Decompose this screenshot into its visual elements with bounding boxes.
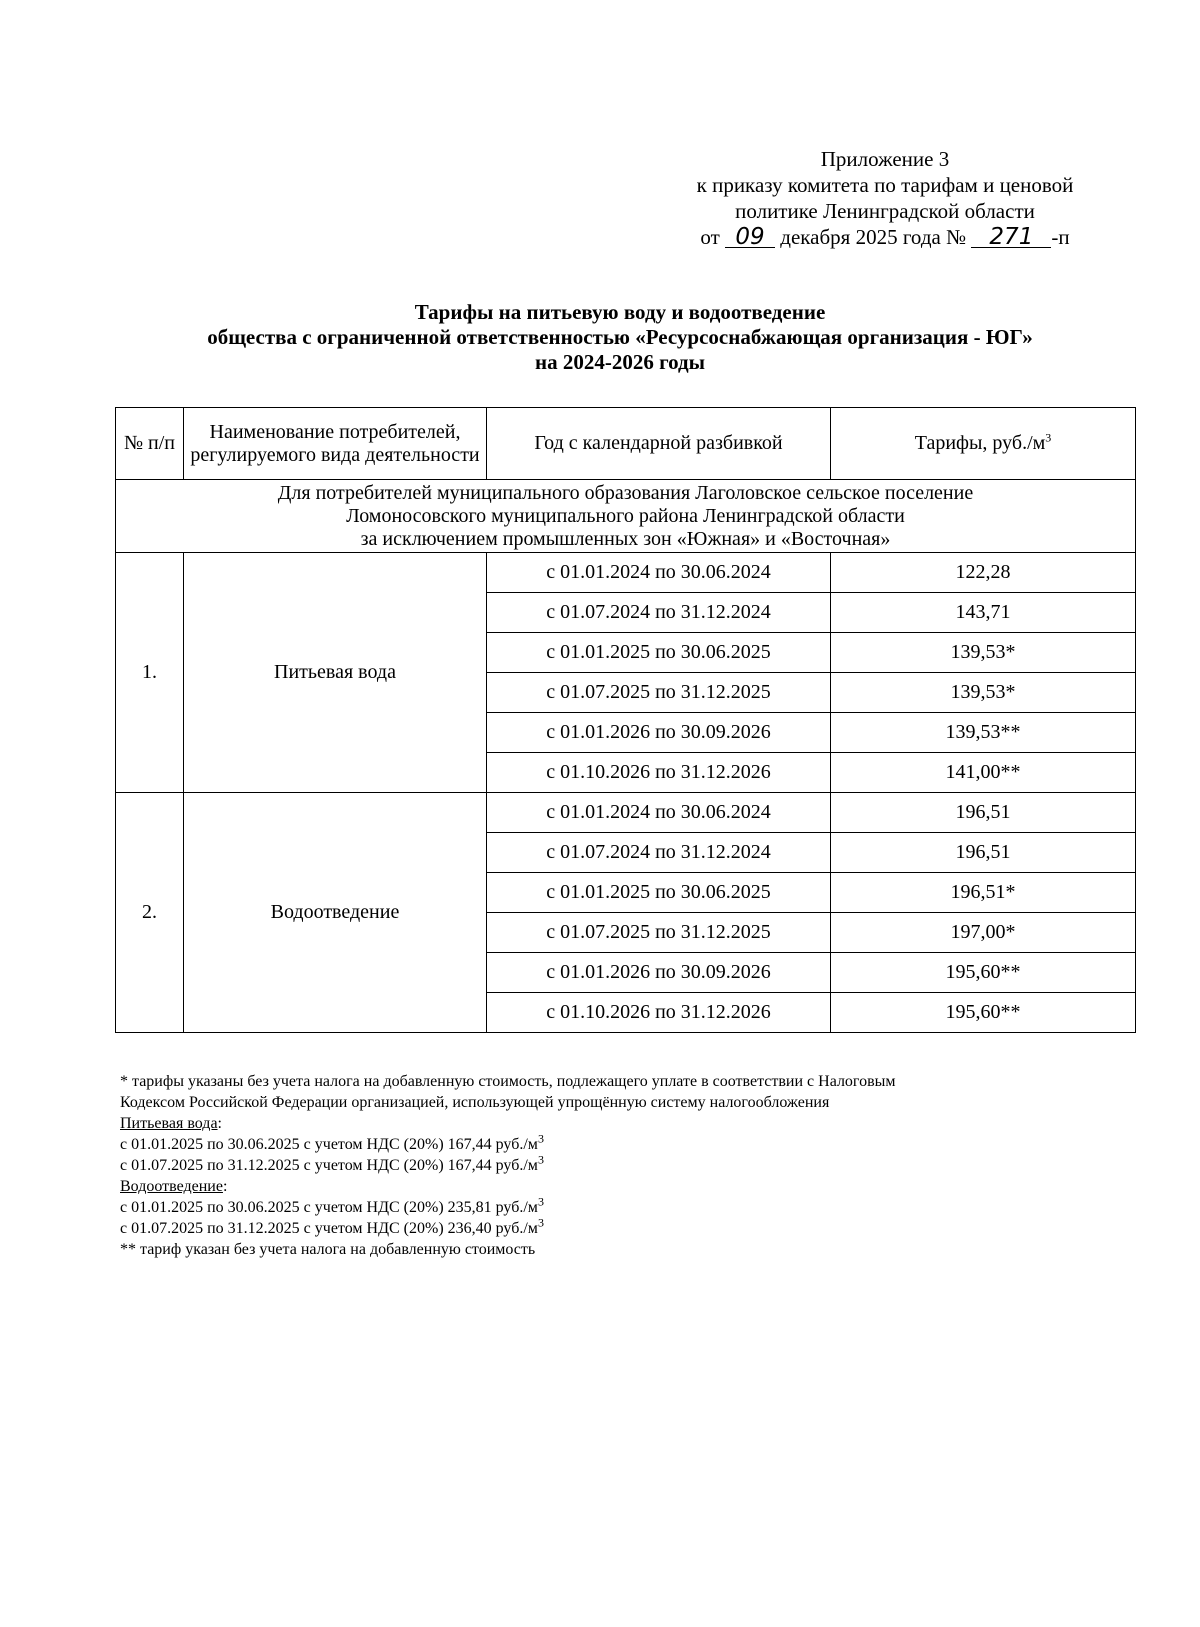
- order-number: 271: [971, 227, 1051, 248]
- header-consumers: Наименование потребителей, регулируемого вида деятельности: [184, 408, 487, 480]
- order-suffix: -п: [1051, 225, 1070, 249]
- sewer-vat-line-2: [120, 1215, 1137, 1239]
- water-heading-label: Питьевая вода: [120, 1115, 218, 1132]
- water-vat-text-1: с 01.01.2025 по 30.06.2025 с учетом НДС (20%) 167,44 руб./м: [120, 1136, 538, 1153]
- document-title: [70, 300, 1170, 375]
- title-line-2: общества с ограниченной ответственностью «Ресурсоснабжающая организация - ЮГ»: [207, 325, 1033, 349]
- water-vat-sup-2: 3: [537, 1152, 544, 1167]
- period-cell: с 01.01.2025 по 30.06.2025: [487, 633, 831, 673]
- period-cell: с 01.01.2024 по 30.06.2024: [487, 793, 831, 833]
- tariff-value-cell: 143,71: [831, 593, 1136, 633]
- header-tariff-label: Тарифы, руб./м: [914, 432, 1046, 454]
- period-cell: с 01.07.2024 по 31.12.2024: [487, 593, 831, 633]
- header-period: Год с календарной разбивкой: [487, 408, 831, 480]
- appendix-line-3: политике Ленинградской области: [735, 199, 1035, 223]
- period-cell: с 01.01.2026 по 30.09.2026: [487, 953, 831, 993]
- tariff-value-cell: 196,51: [831, 833, 1136, 873]
- sewer-vat-text-2: с 01.07.2025 по 31.12.2025 с учетом НДС (20%) 236,40 руб./м: [120, 1220, 538, 1237]
- water-heading-colon: :: [217, 1115, 222, 1132]
- tariff-value-cell: 139,53*: [831, 673, 1136, 713]
- water-heading: [120, 1113, 1137, 1134]
- period-cell: с 01.10.2026 по 31.12.2026: [487, 753, 831, 793]
- order-middle: декабря 2025 года №: [780, 225, 967, 249]
- header-tariff: [831, 408, 1136, 480]
- activity-name: Питьевая вода: [184, 553, 487, 793]
- table-row: [116, 553, 1136, 593]
- period-cell: с 01.01.2025 по 30.06.2025: [487, 873, 831, 913]
- footnote-1-line-2: Кодексом Российской Федерации организацией, использующей упрощённую систему налогообложения: [120, 1094, 830, 1111]
- title-line-3: на 2024-2026 годы: [534, 350, 706, 374]
- tariff-value-cell: 196,51*: [831, 873, 1136, 913]
- water-vat-line-1: [120, 1131, 1137, 1155]
- appendix-line-2: к приказу комитета по тарифам и ценовой: [696, 173, 1074, 197]
- activity-name: Водоотведение: [184, 793, 487, 1033]
- period-cell: с 01.07.2025 по 31.12.2025: [487, 913, 831, 953]
- appendix-header: [640, 146, 1130, 250]
- table-row: [116, 793, 1136, 833]
- sewer-heading-colon: :: [222, 1178, 228, 1195]
- tariff-value-cell: 195,60**: [831, 953, 1136, 993]
- row-number: 2.: [116, 793, 184, 1033]
- footnote-1-line-1: * тарифы указаны без учета налога на добавленную стоимость, подлежащего уплате в соответствии с Налоговым: [120, 1073, 896, 1090]
- water-vat-line-2: [120, 1152, 1137, 1176]
- header-num: № п/п: [116, 408, 184, 480]
- footnotes: [120, 1071, 1137, 1260]
- group-line-1: Для потребителей муниципального образования Лаголовское сельское поселение: [277, 481, 974, 504]
- header-tariff-sup: 3: [1045, 430, 1052, 445]
- water-vat-text-2: с 01.07.2025 по 31.12.2025 с учетом НДС (20%) 167,44 руб./м: [120, 1157, 538, 1174]
- order-day: 09: [725, 227, 775, 248]
- sewer-vat-text-1: с 01.01.2025 по 30.06.2025 с учетом НДС (20%) 235,81 руб./м: [120, 1199, 538, 1216]
- sewer-vat-line-1: [120, 1194, 1137, 1218]
- sewer-vat-sup-1: 3: [537, 1194, 544, 1209]
- group-line-2: Ломоносовского муниципального района Ленинградской области: [346, 504, 905, 527]
- table-header-row: [116, 408, 1136, 480]
- water-vat-sup-1: 3: [537, 1131, 544, 1146]
- period-cell: с 01.07.2025 по 31.12.2025: [487, 673, 831, 713]
- tariff-value-cell: 195,60**: [831, 993, 1136, 1033]
- tariff-value-cell: 197,00*: [831, 913, 1136, 953]
- tariff-value-cell: 122,28: [831, 553, 1136, 593]
- group-line-3: за исключением промышленных зон «Южная» и «Восточная»: [360, 527, 891, 550]
- tariff-value-cell: 139,53*: [831, 633, 1136, 673]
- title-line-1: Тарифы на питьевую воду и водоотведение: [414, 300, 826, 324]
- tariff-table: [115, 407, 1136, 1033]
- sewer-heading-label: Водоотведение: [120, 1178, 223, 1195]
- sewer-vat-sup-2: 3: [537, 1215, 544, 1230]
- sewer-heading: [120, 1176, 1137, 1197]
- group-row: [116, 480, 1136, 553]
- period-cell: с 01.10.2026 по 31.12.2026: [487, 993, 831, 1033]
- tariff-value-cell: 196,51: [831, 793, 1136, 833]
- period-cell: с 01.01.2026 по 30.09.2026: [487, 713, 831, 753]
- order-prefix: от: [700, 225, 720, 249]
- row-number: 1.: [116, 553, 184, 793]
- tariff-value-cell: 139,53**: [831, 713, 1136, 753]
- order-reference: [640, 224, 1130, 250]
- tariff-value-cell: 141,00**: [831, 753, 1136, 793]
- footnote-2: ** тариф указан без учета налога на добавленную стоимость: [120, 1241, 536, 1258]
- period-cell: с 01.07.2024 по 31.12.2024: [487, 833, 831, 873]
- consumer-group: [116, 480, 1136, 553]
- appendix-title: Приложение 3: [820, 147, 950, 171]
- period-cell: с 01.01.2024 по 30.06.2024: [487, 553, 831, 593]
